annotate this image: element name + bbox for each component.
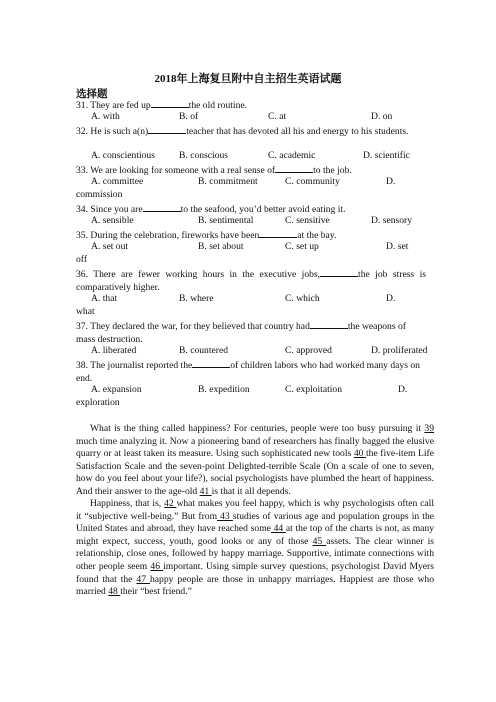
option-a: A. committee xyxy=(91,176,144,187)
answer-blank xyxy=(310,319,348,329)
option-d: D. sensory xyxy=(371,215,413,226)
options-37 xyxy=(76,345,428,358)
option-b: B. set about xyxy=(198,241,244,252)
options-31 xyxy=(76,111,406,124)
option-d: D. xyxy=(398,384,408,395)
page-title: 2018年上海复旦附中自主招生英语试题 xyxy=(154,73,342,85)
option-c: C. sensitive xyxy=(285,215,330,226)
question-33: 33. We are looking for someone with a real sense of to the job. xyxy=(76,165,352,176)
answer-blank xyxy=(151,98,189,108)
option-b: B. commitment xyxy=(198,176,258,187)
answer-blank xyxy=(320,267,358,277)
option-d: D. proliferated xyxy=(371,345,428,356)
options-34 xyxy=(76,215,413,228)
option-c: C. set up xyxy=(285,241,319,252)
options-32 xyxy=(76,150,410,163)
question-37: 37. They declared the war, for they believed that country had the weapons of mass destruction. xyxy=(76,321,406,345)
option-b: B. sentimental xyxy=(198,215,254,226)
option-d: D. xyxy=(386,293,396,304)
section-heading: 选择题 xyxy=(76,89,108,100)
option-d: D. on xyxy=(371,111,393,122)
option-a: A. sensible xyxy=(91,215,134,226)
passage-paragraph-2: Happiness, that is, 42 what makes you feel happy, which is why psychologists often call it “subjective well-being.” But from 43 studies of various age and population groups in the United States and abroad, they have reached some 44 at the top of the charts is not, as many might expect, success, youth, good looks or any of those 45 assets. The clear winner is relationship, close ones, followed by happy marriage. Supportive, intimate connections with other people seem 46 important. Using simple survey questions, psychologist David Myers found that the 47 happy people are those in unhappy marriages. Happiest are those who married 48 their “best friend.” xyxy=(76,498,435,598)
option-d-wrap: what xyxy=(76,306,95,317)
question-31: 31. They are fed up the old routine. xyxy=(76,100,248,111)
options-38 xyxy=(76,384,406,397)
option-d: D. xyxy=(386,176,396,187)
option-a: A. set out xyxy=(91,241,129,252)
option-c: C. which xyxy=(285,293,320,304)
options-36 xyxy=(76,293,406,306)
option-a: A. with xyxy=(91,111,120,122)
option-d-wrap: commission xyxy=(76,189,123,200)
option-a: A. that xyxy=(91,293,118,304)
question-34: 34. Since you are to the seafood, you’d better avoid eating it. xyxy=(76,204,346,215)
option-c: C. exploitation xyxy=(285,384,343,395)
answer-blank xyxy=(148,124,186,134)
option-c: C. academic xyxy=(268,150,316,161)
answer-blank xyxy=(275,163,313,173)
passage-paragraph-1: What is the thing called happiness? For centuries, people were too busy pursuing it 39 much time analyzing it. Now a pioneering band of researchers has finally bagged the elusive quarry or at least taken its measure. Using such sophisticated new tools 40 the five-item Life Satisfaction Scale and the seven-point Delighted-terrible Scale (On a scale of one to seven, how do you feel about your life?), social psychologists have plumbed the heart of happiness. And their answer to the age-old 41 is that it all depends. xyxy=(76,423,434,497)
option-b: B. expedition xyxy=(198,384,250,395)
answer-blank xyxy=(143,202,181,212)
option-c: C. community xyxy=(285,176,340,187)
option-d: D. set xyxy=(386,241,409,252)
question-38: 38. The journalist reported the of children labors who had worked many days on end. xyxy=(76,360,420,384)
answer-blank xyxy=(192,358,230,368)
question-35: 35. During the celebration, fireworks have been at the bay. xyxy=(76,230,337,241)
option-d-wrap: off xyxy=(76,254,88,265)
options-35 xyxy=(76,241,409,254)
option-a: A. expansion xyxy=(91,384,142,395)
question-32: 32. He is such a(n) teacher that has devoted all his and energy to his students. xyxy=(76,126,409,137)
answer-blank xyxy=(259,228,297,238)
option-b: B. conscious xyxy=(179,150,229,161)
reading-passage xyxy=(76,423,434,599)
option-d-wrap: exploration xyxy=(76,397,120,408)
option-c: C. at xyxy=(268,111,287,122)
option-b: B. where xyxy=(179,293,214,304)
option-a: A. conscientious xyxy=(91,150,155,161)
question-36: 36. There are fewer working hours in the executive jobs, the job stress is comparatively higher. xyxy=(76,269,426,293)
option-c: C. approved xyxy=(285,345,332,356)
option-a: A. liberated xyxy=(91,345,137,356)
option-b: B. countered xyxy=(179,345,229,356)
option-d: D. scientific xyxy=(363,150,410,161)
option-b: B. of xyxy=(179,111,199,122)
options-33 xyxy=(76,176,406,189)
